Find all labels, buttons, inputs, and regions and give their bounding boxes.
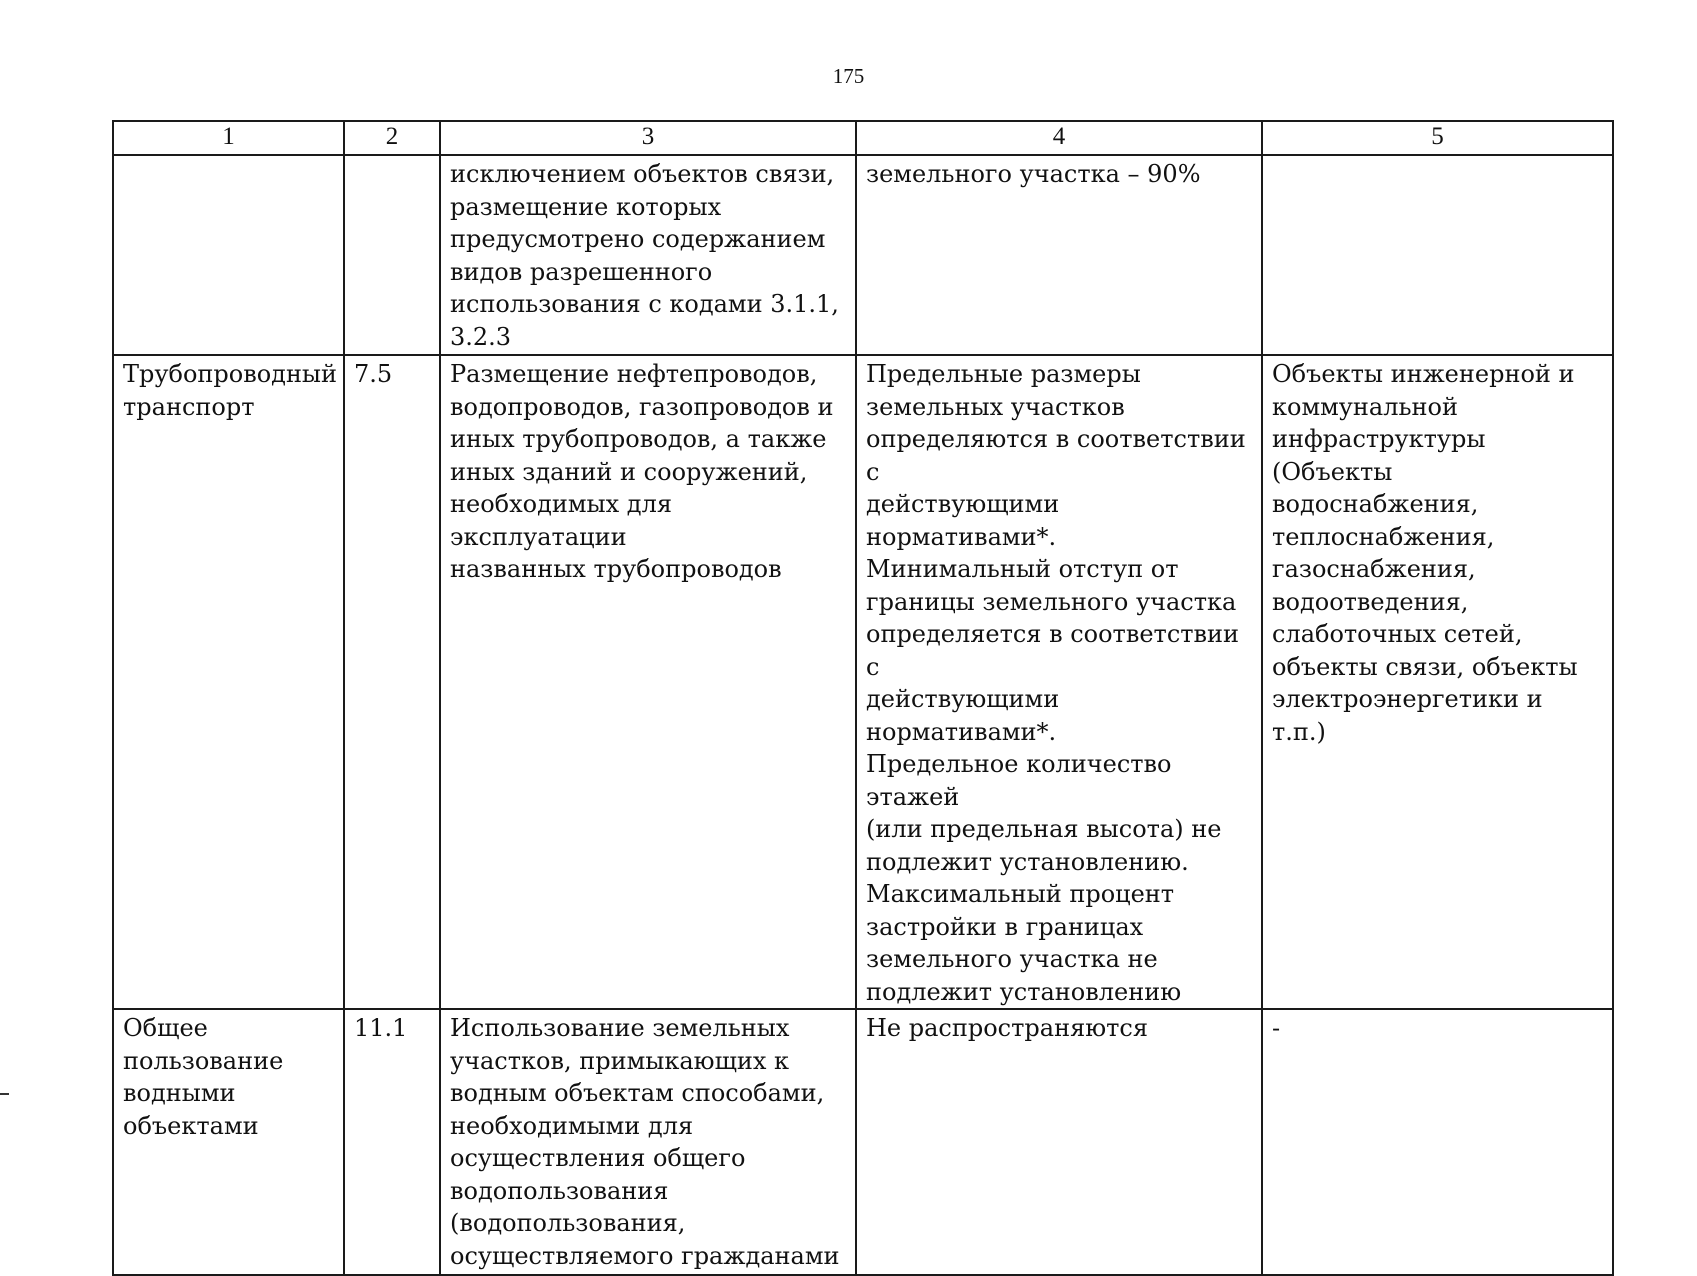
use-name: Общее пользование водными объектами <box>123 1014 284 1140</box>
infrastructure-cell <box>1262 1009 1613 1275</box>
use-name-cell <box>113 1009 344 1275</box>
parameters-text: Предельные размеры земельных участков определяются в соответствии с действующими нормативами*. Минимальный отступ от границы земельного участка определяется в соответствии с действующими нормативами*. Предельное количество этажей (или предельная высота) не подлежит установлению. Максимальный процент застройки в границах земельного участка не подлежит установлению <box>866 360 1246 1006</box>
table-row <box>113 155 1613 355</box>
use-code-cell <box>344 155 440 355</box>
column-number-2: 2 <box>344 121 440 155</box>
use-description: Размещение нефтепроводов, водопроводов, газопроводов и иных трубопроводов, а также иных зданий и сооружений, необходимых для эксплуатации названных трубопроводов <box>450 360 834 583</box>
use-code: 11.1 <box>354 1014 408 1042</box>
infrastructure-text: Объекты инженерной и коммунальной инфраструктуры (Объекты водоснабжения, теплоснабжения, газоснабжения, водоотведения, слаботочных сетей, объекты связи, объекты электроэнергетики и т.п.) <box>1272 360 1578 746</box>
use-code: 7.5 <box>354 360 393 388</box>
column-number-4: 4 <box>856 121 1262 155</box>
zoning-table <box>112 120 1614 1276</box>
table-header-row <box>113 121 1613 155</box>
table-row <box>113 1009 1613 1275</box>
page-number: 175 <box>832 64 865 88</box>
parameters-text: Не распространяются <box>866 1014 1148 1042</box>
use-description: Использование земельных участков, примыкающих к водным объектам способами, необходимыми для осуществления общего водопользования (водопользования, осуществляемого гражданами <box>450 1014 840 1270</box>
use-description-cell <box>440 1009 856 1275</box>
parameters-cell <box>856 355 1262 1009</box>
use-code-cell <box>344 355 440 1009</box>
use-description-cell <box>440 155 856 355</box>
use-name: Трубопроводный транспорт <box>123 360 338 421</box>
column-number-1: 1 <box>113 121 344 155</box>
table-row <box>113 355 1613 1009</box>
infrastructure-cell <box>1262 155 1613 355</box>
parameters-cell <box>856 155 1262 355</box>
column-number-5: 5 <box>1262 121 1613 155</box>
infrastructure-text: - <box>1272 1014 1281 1042</box>
infrastructure-cell <box>1262 355 1613 1009</box>
parameters-text: земельного участка – 90% <box>866 160 1201 188</box>
use-code-cell <box>344 1009 440 1275</box>
parameters-cell <box>856 1009 1262 1275</box>
use-description-cell <box>440 355 856 1009</box>
use-name-cell <box>113 155 344 355</box>
use-description: исключением объектов связи, размещение которых предусмотрено содержанием видов разрешенного использования с кодами 3.1.1, 3.2.3 <box>450 160 839 351</box>
use-name-cell <box>113 355 344 1009</box>
margin-mark <box>0 1093 9 1095</box>
column-number-3: 3 <box>440 121 856 155</box>
